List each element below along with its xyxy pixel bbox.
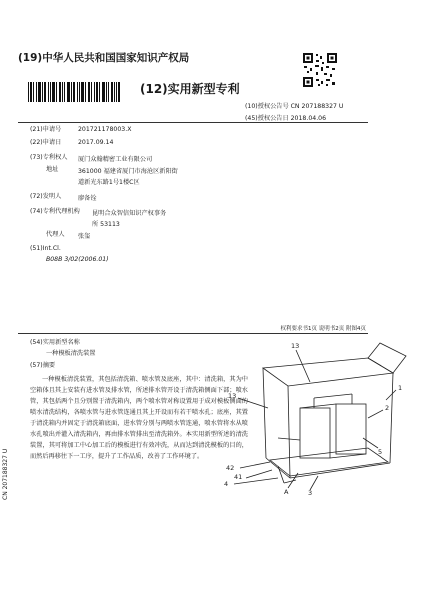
intcl-code: B08B 3/02(2006.01) xyxy=(46,256,109,263)
patent-holder: 厦门众翰精密工业有限公司 xyxy=(78,156,153,163)
document-type: (12)实用新型专利 xyxy=(140,82,240,96)
utility-model-title: 一种模板清洗装置 xyxy=(46,350,96,357)
label-13-left: 13 xyxy=(228,392,237,400)
inventor-label: (72)发明人 xyxy=(30,193,62,200)
address-line-1: 361000 福建省厦门市海沧区新阳街 xyxy=(78,168,178,175)
label-41: 41 xyxy=(234,473,243,481)
agency-name: (19)中华人民共和国国家知识产权局 xyxy=(18,52,190,64)
label-4: 4 xyxy=(224,480,229,488)
intcl-label: (51)Int.Cl. xyxy=(30,245,61,252)
agency-line-2: 所 53113 xyxy=(92,221,120,228)
label-5: 5 xyxy=(378,448,383,456)
barcode-icon xyxy=(28,82,120,102)
qr-code-icon xyxy=(302,52,338,88)
header-divider xyxy=(18,122,368,123)
page-counts: 权利要求书1页 说明书2页 附图4页 xyxy=(280,326,366,332)
abstract-label: (57)摘要 xyxy=(30,362,56,369)
label-42: 42 xyxy=(226,464,235,472)
application-number: 201721178003.X xyxy=(78,126,132,133)
agency-line-1: 昆明合众智信知识产权事务 xyxy=(92,210,167,217)
agent: 张玺 xyxy=(78,233,91,240)
mid-divider xyxy=(18,333,368,334)
agency-label: (74)专利代理机构 xyxy=(30,208,80,215)
title-label: (54)实用新型名称 xyxy=(30,339,80,346)
device-drawing xyxy=(218,338,413,496)
label-a: A xyxy=(284,488,289,496)
application-number-label: (21)申请号 xyxy=(30,126,62,133)
application-date: 2017.09.14 xyxy=(78,139,114,146)
address-label: 地址 xyxy=(46,166,59,173)
label-3: 3 xyxy=(308,489,313,496)
label-2: 2 xyxy=(385,404,390,412)
agent-label: 代理人 xyxy=(46,231,65,238)
inventor: 廖备铨 xyxy=(78,195,97,202)
application-date-label: (22)申请日 xyxy=(30,139,62,146)
publication-number: (10)授权公告号 CN 207188327 U xyxy=(245,103,344,110)
label-1: 1 xyxy=(398,384,403,392)
publication-date: (45)授权公告日 2018.04.06 xyxy=(245,115,327,122)
patent-holder-label: (73)专利权人 xyxy=(30,154,68,161)
side-publication-code: CN 207188327 U xyxy=(2,448,9,500)
abstract-text: 一种模板清洗装置，其包括清洗箱、喷水管及底座，其中：清洗箱，其为中空箱体且其上安装有进水管及排水管，所述排水管开设于清洗箱侧面下部；喷水管，其包括两个且分别置于清洗箱内，两个喷水管对称设置用于成对模板侧面的喷水清洗结构，各喷水管与进水管连通且其上开设而有若干喷水孔；底座，其置于清洗箱内并固定于清洗箱底面，进水管分别与两喷水管连通，喷水管将水从喷水孔喷出并灌入清洗箱内，再由排水管排出至清洗箱外。本实用新型所述的清洗装置，其可将加工中心加工后的模板进行有效冲洗，从而达到清洗模板的目的，而然后再移往下一工序，提升了工作品质，改善了工作环境了。 xyxy=(30,376,248,460)
address-line-2: 道新光东路1号1楼C区 xyxy=(78,179,140,186)
label-13-top: 13 xyxy=(291,342,300,350)
